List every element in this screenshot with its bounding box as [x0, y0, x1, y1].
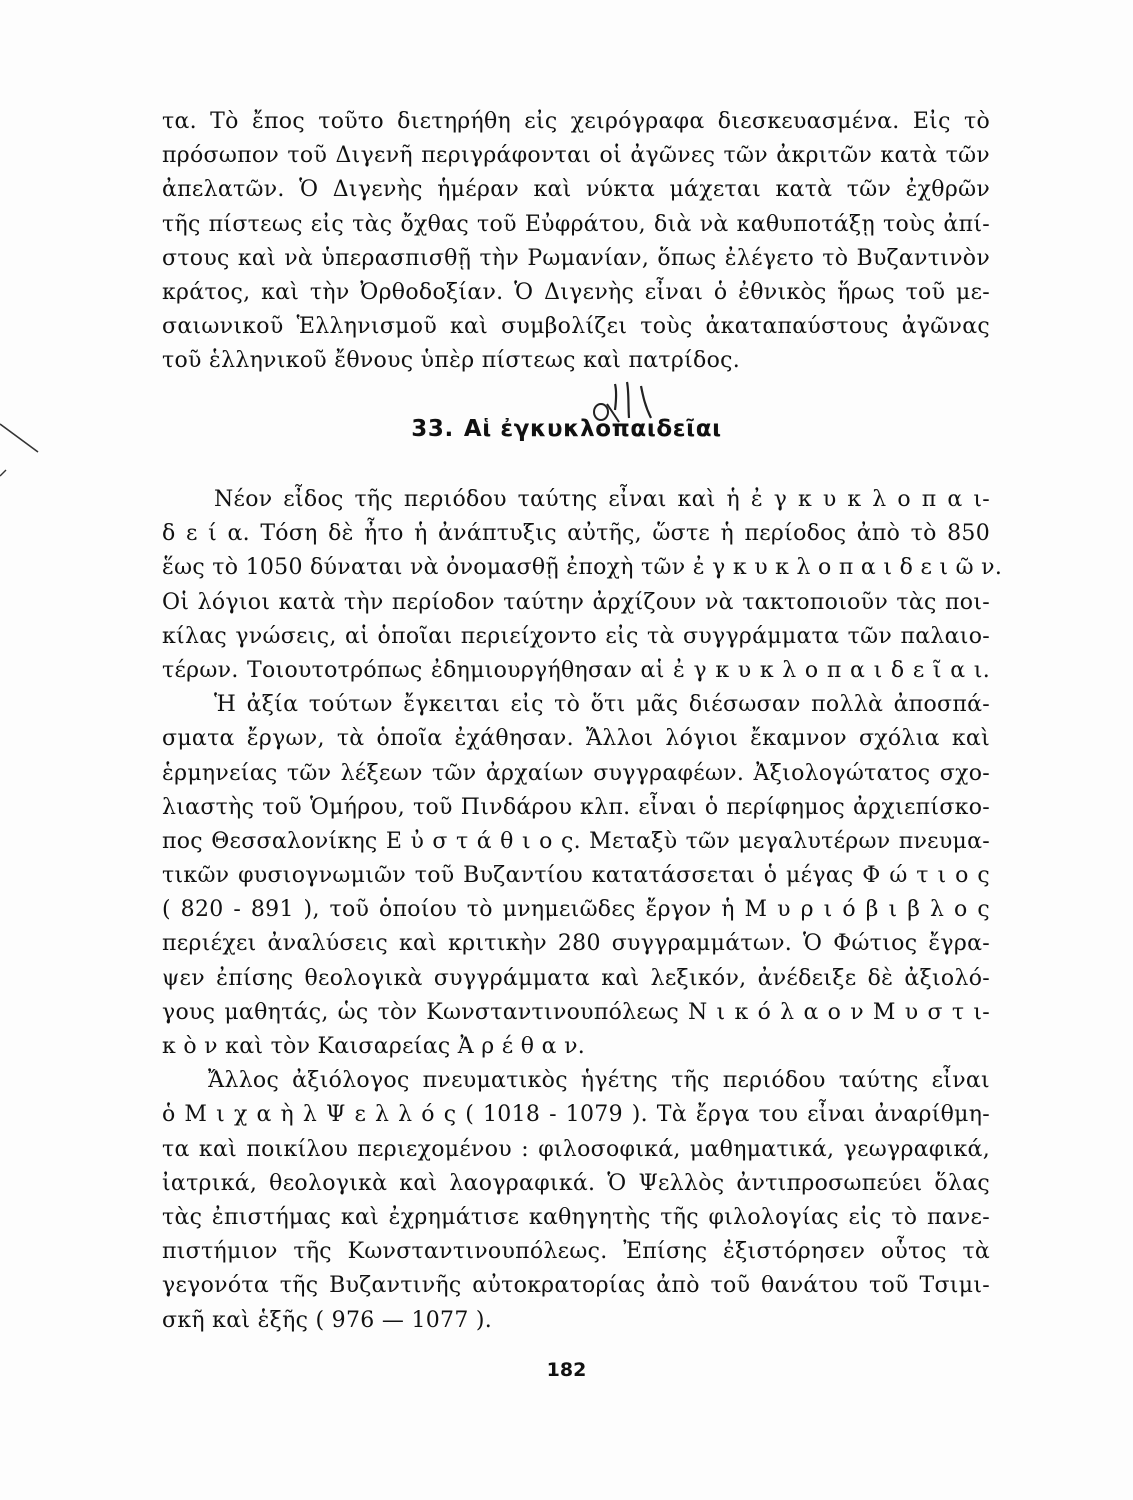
- text-line: κ ὸ ν καὶ τὸν Καισαρείας Ἀ ρ έ θ α ν.: [162, 1034, 586, 1059]
- text-line: Ἄλλος ἀξιόλογος πνευματικὸς ἡγέτης τῆς περιόδου ταύτης εἶναι: [208, 1068, 990, 1094]
- text-line: ( 820 - 891 ), τοῦ ὁποίου τὸ μνημειῶδες ἔργον ἡ Μ υ ρ ι ό β ι β λ ο ς: [162, 897, 990, 923]
- text-line: κράτος, καὶ τὴν Ὀρθοδοξίαν. Ὁ Διγενὴς εἶναι ὁ ἐθνικὸς ἥρως τοῦ με-: [162, 279, 990, 305]
- text-line: πιστήμιον τῆς Κωνσταντινουπόλεως. Ἐπίσης ἐξιστόρησεν οὗτος τὰ: [162, 1239, 990, 1265]
- text-line: σματα ἔργων, τὰ ὁποῖα ἐχάθησαν. Ἄλλοι λόγιοι ἔκαμνον σχόλια καὶ: [162, 726, 990, 752]
- text-line: λιαστὴς τοῦ Ὁμήρου, τοῦ Πινδάρου κλπ. εἶναι ὁ περίφημος ἀρχιεπίσκο-: [162, 794, 990, 820]
- text-line: ὁ Μ ι χ α ὴ λ Ψ ε λ λ ό ς ( 1018 - 1079 ). Τὰ ἔργα του εἶναι ἀναρίθμη-: [162, 1102, 990, 1128]
- text-line: ἰατρικά, θεολογικὰ καὶ λαογραφικά. Ὁ Ψελλὸς ἀντιπροσωπεύει ὅλας: [162, 1170, 990, 1196]
- section-number: 33.: [411, 416, 454, 442]
- text-line: τῆς πίστεως εἰς τὰς ὄχθας τοῦ Εὐφράτου, διὰ νὰ καθυποτάξῃ τοὺς ἀπί-: [162, 211, 990, 237]
- text-line: τοῦ ἑλληνικοῦ ἔθνους ὑπὲρ πίστεως καὶ πατρίδος.: [162, 348, 741, 374]
- text-line: σαιωνικοῦ Ἑλληνισμοῦ καὶ συμβολίζει τοὺς ἀκαταπαύστους ἀγῶνας: [162, 314, 990, 340]
- text-line: Νέον εἶδος τῆς περιόδου ταύτης εἶναι καὶ ἡ ἐ γ κ υ κ λ ο π α ι-: [214, 487, 990, 512]
- section-title: Αἱ ἐγκυκλοπαιδεῖαι: [463, 416, 722, 442]
- text-line: πρόσωπον τοῦ Διγενῆ περιγράφονται οἱ ἀγῶνες τῶν ἀκριτῶν κατὰ τῶν: [162, 143, 990, 169]
- text-line: περιέχει ἀναλύσεις καὶ κριτικὴν 280 συγγραμμάτων. Ὁ Φώτιος ἔγρα-: [162, 931, 990, 957]
- text-line: γεγονότα τῆς Βυζαντινῆς αὐτοκρατορίας ἀπὸ τοῦ θανάτου τοῦ Τσιμι-: [162, 1273, 990, 1299]
- page-number: 182: [546, 1359, 587, 1381]
- text-line: τα. Τὸ ἔπος τοῦτο διετηρήθη εἰς χειρόγραφα διεσκευασμένα. Εἰς τὸ: [162, 109, 990, 134]
- text-line: σκῆ καὶ ἑξῆς ( 976 — 1077 ).: [162, 1307, 493, 1333]
- text-line: Οἱ λόγιοι κατὰ τὴν περίοδον ταύτην ἀρχίζουν νὰ τακτοποιοῦν τὰς ποι-: [162, 589, 990, 615]
- text-line: ἀπελατῶν. Ὁ Διγενὴς ἡμέραν καὶ νύκτα μάχεται κατὰ τῶν ἐχθρῶν: [162, 177, 990, 203]
- section-body: [162, 483, 1003, 1338]
- text-line: ἑρμηνείας τῶν λέξεων τῶν ἀρχαίων συγγραφέων. Ἀξιολογώτατος σχο-: [162, 760, 990, 786]
- text-line: τὰς ἐπιστήμας καὶ ἐχρημάτισε καθηγητὴς τῆς φιλολογίας εἰς τὸ πανε-: [162, 1204, 990, 1230]
- text-line: δ ε ί α. Τόση δὲ ἦτο ἡ ἀνάπτυξις αὐτῆς, ὥστε ἡ περίοδος ἀπὸ τὸ 850: [162, 521, 990, 547]
- continued-paragraph: [162, 105, 990, 379]
- text-line: ψεν ἐπίσης θεολογικὰ συγγράμματα καὶ λεξικόν, ἀνέδειξε δὲ ἀξιολό-: [162, 965, 990, 991]
- text-line: γους μαθητάς, ὡς τὸν Κωνσταντινουπόλεως Ν ι κ ό λ α ο ν Μ υ σ τ ι-: [162, 999, 990, 1025]
- text-line: τικῶν φυσιογνωμιῶν τοῦ Βυζαντίου κατατάσσεται ὁ μέγας Φ ώ τ ι ο ς: [162, 863, 990, 889]
- text-line: στους καὶ νὰ ὑπερασπισθῇ τὴν Ρωμανίαν, ὅπως ἐλέγετο τὸ Βυζαντινὸν: [162, 245, 990, 271]
- text-line: τα καὶ ποικίλου περιεχομένου : φιλοσοφικά, μαθηματικά, γεωγραφικά,: [162, 1136, 990, 1162]
- text-line: τέρων. Τοιουτοτρόπως ἐδημιουργήθησαν αἱ ἐ γ κ υ κ λ ο π α ι δ ε ῖ α ι.: [162, 657, 990, 683]
- section-heading: [0, 416, 1133, 442]
- text-line: Ἡ ἀξία τούτων ἔγκειται εἰς τὸ ὅτι μᾶς διέσωσαν πολλὰ ἀποσπά-: [214, 692, 990, 718]
- text-line: ἕως τὸ 1050 δύναται νὰ ὀνομασθῇ ἐποχὴ τῶν ἐ γ κ υ κ λ ο π α ι δ ε ι ῶ ν.: [162, 555, 1003, 581]
- text-line: πος Θεσσαλονίκης Ε ὐ σ τ ά θ ι ο ς. Μεταξὺ τῶν μεγαλυτέρων πνευμα-: [162, 828, 990, 854]
- text-line: κίλας γνώσεις, αἱ ὁποῖαι περιείχοντο εἰς τὰ συγγράμματα τῶν παλαιο-: [162, 623, 990, 649]
